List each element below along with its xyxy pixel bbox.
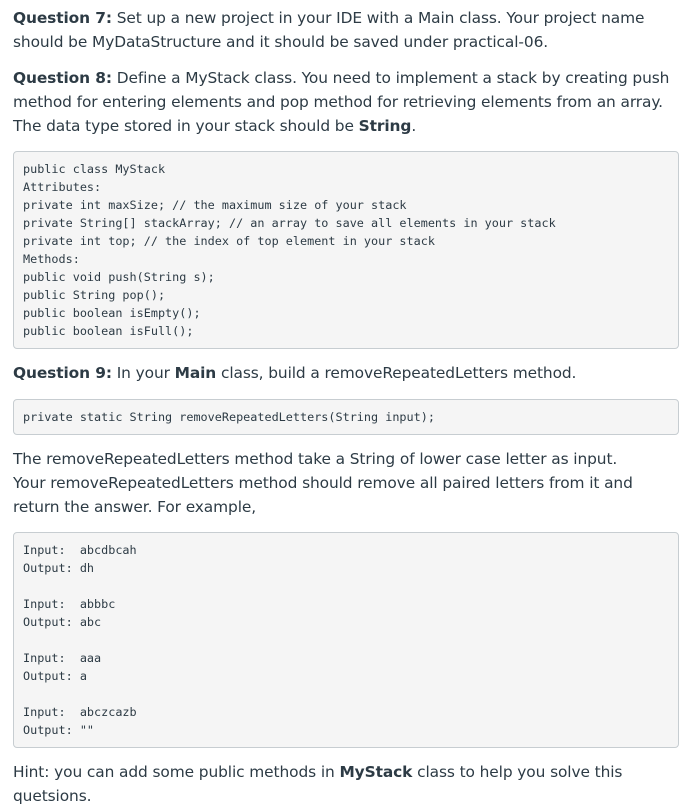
example-output: Output: dh	[23, 561, 95, 575]
code-line: public String pop();	[23, 288, 166, 302]
code-line: private String[] stackArray; // an array to save all elements in your stack	[23, 216, 556, 230]
example-input: Input: aaa	[23, 651, 102, 665]
description-line-2: Your removeRepeatedLetters method should remove all paired letters from it and return the answer. For example,	[13, 474, 633, 516]
question-7	[13, 6, 678, 54]
question-8-bold-word: String	[358, 117, 412, 135]
question-9-bold-word: Main	[174, 364, 217, 382]
question-7-text: Set up a new project in your IDE with a Main class. Your project name should be MyDataStructure and it should be saved under practical-06.	[13, 9, 645, 51]
code-line: public boolean isFull();	[23, 324, 194, 338]
code-line: Attributes:	[23, 180, 102, 194]
example-output: Output: abc	[23, 615, 102, 629]
code-line: public void push(String s);	[23, 270, 215, 284]
method-description	[13, 447, 678, 519]
question-8	[13, 66, 678, 138]
code-line: Methods:	[23, 252, 80, 266]
blank-line	[23, 631, 669, 649]
example-output: Output: ""	[23, 723, 95, 737]
examples-code-block	[13, 532, 679, 748]
question-8-label: Question 8:	[13, 69, 112, 87]
description-line-1: The removeRepeatedLetters method take a String of lower case letter as input.	[13, 450, 618, 468]
code-line: private static String removeRepeatedLetters(String input);	[23, 410, 435, 424]
question-9	[13, 361, 678, 385]
example-output: Output: a	[23, 669, 87, 683]
blank-line	[23, 577, 669, 595]
example-input: Input: abcdbcah	[23, 543, 137, 557]
code-line: public boolean isEmpty();	[23, 306, 201, 320]
code-line: public class MyStack	[23, 162, 166, 176]
hint-text: Hint: you can add some public methods in	[13, 763, 340, 781]
example-input: Input: abbbc	[23, 597, 116, 611]
question-9-text-end: class, build a removeRepeatedLetters method.	[216, 364, 577, 382]
hint-bold-word: MyStack	[339, 763, 413, 781]
question-9-label: Question 9:	[13, 364, 112, 382]
mystack-code-block	[13, 151, 679, 349]
code-line: private int maxSize; // the maximum size of your stack	[23, 198, 407, 212]
code-line: private int top; // the index of top element in your stack	[23, 234, 435, 248]
signature-code-block	[13, 399, 679, 435]
hint-text-end: class to help you solve this quetsions.	[13, 763, 623, 805]
example-input: Input: abczcazb	[23, 705, 137, 719]
blank-line	[23, 685, 669, 703]
hint	[13, 760, 678, 808]
question-8-text-end: .	[411, 117, 417, 135]
question-7-label: Question 7:	[13, 9, 112, 27]
question-8-text: Define a MyStack class. You need to implement a stack by creating push method for entering elements and pop method for retrieving elements from an array. The data type stored in your stack should be	[13, 69, 670, 135]
question-9-text: In your	[111, 364, 175, 382]
